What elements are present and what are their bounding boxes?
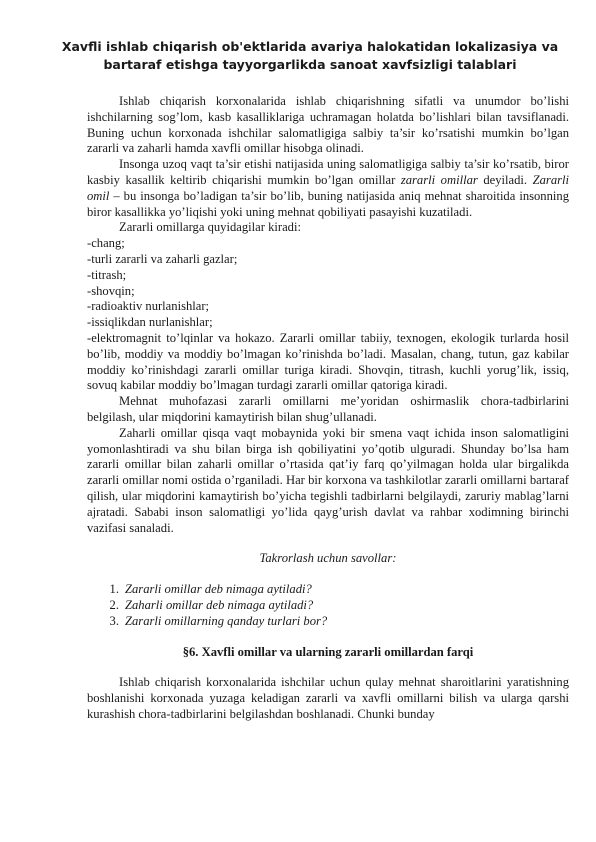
document-title: Xavfli ishlab chiqarish ob'ektlarida avariya halokatidan lokalizasiya va bartaraf etishga tayyorgarlikda sanoat xavfsizligi talablari	[61, 39, 559, 72]
paragraph-factors-intro: Zararli omillarga quyidagilar kiradi:	[119, 220, 301, 235]
question-text: Zaharli omillar deb nimaga aytiladi?	[125, 597, 314, 612]
question-number: 1.	[109, 582, 119, 597]
term-zararli-omillar: zararli omillar	[400, 172, 478, 187]
review-question-list	[87, 582, 569, 629]
factor-list	[87, 236, 569, 394]
question-number: 2.	[109, 597, 119, 612]
paragraph-intro: Ishlab chiqarish korxonalarida ishlab chiqarishning sifatli va unumdor bo’lishi ishchilarning sog’lom, kasb kasalliklariga uchramagan holatda bo’lishlari bilan tavsiflanadi. Buning uchun korxonada ishchilar salomatligiga salbiy ta’sir ko’rsatishi mumkin bo’lgan zararli va zaharli hamda xavfli omillar hisobga olinadi.	[87, 94, 569, 156]
review-question	[87, 598, 569, 614]
definition-text-c: – bu insonga bo’ladigan ta’sir bo’lib, buning natijasida aniq mehnat sharoitida insonning biror kasallikka yo’liqishi yoki uning mehnat qobiliyati pasayishi kuzatiladi.	[87, 188, 569, 219]
paragraph-labor-protection: Mehnat muhofazasi zararli omillarni me’yoridan oshirmaslik chora-tadbirlarini belgilash, ular miqdorini kamaytirish bilan shug’ullanadi.	[87, 394, 569, 424]
document-body	[87, 94, 569, 723]
question-number: 3.	[109, 613, 119, 628]
question-text: Zararli omillar deb nimaga aytiladi?	[125, 582, 312, 597]
definition-text-b: deyiladi.	[477, 172, 533, 187]
review-question	[87, 614, 569, 630]
review-heading: Takrorlash uchun savollar:	[259, 551, 397, 566]
definition-text-a: Insonga uzoq vaqt ta’sir etishi natijasida uning salomatligiga salbiy ta’sir ko’rsatib, biror kasbiy kasallik keltirib chiqarishi mumkin bo’lgan omillar	[87, 157, 569, 187]
review-question	[87, 582, 569, 598]
question-text: Zararli omillarning qanday turlari bor?	[125, 613, 328, 628]
factor-item-last: -elektromagnit to’lqinlar va hokazo. Zararli omillar tabiiy, texnogen, ekologik turlarda hosil bo’lib, moddiy va moddiy bo’lmagan ko’rinishda bo’ladi. Masalan, chang, tutun, gaz kabilar moddiy ko’rinishdagi zararli omillar turiga kiradi. Shovqin, titrash, kuchli yorug’lik, issiq, sovuq kabilar moddiy bo’lmagan turdagi zararli omillar qatoriga kiradi.	[87, 330, 569, 393]
paragraph-toxic-factors: Zaharli omillar qisqa vaqt mobaynida yoki bir smena vaqt ichida inson salomatligini yomonlashtiradi va shu bilan birga ish qobiliyatini yo’qotib ulguradi. Shunday bo’lsa ham zararli omillar bilan zaharli omillar o’rtasida qat’iy farq qo’yilmagan holda ular birgalikda zararli omillar nomi ostida o’rganiladi. Har bir korxona va tashkilotlar zararli omillarni bartaraf qilish, ular miqdorini kamaytirish bo’yicha tegishli tadbirlarni belgilaydi, zaruriy mablag’larni ajratadi. Sababi inson salomatligi yo’lida qayg’urish davlat va rahbar xodimning birinchi vazifasi sanaladi.	[87, 425, 569, 535]
paragraph-section-intro: Ishlab chiqarish korxonalarida ishchilar uchun qulay mehnat sharoitlarini yaratishning boshlanishi korxonada yuzaga keladigan zararli va xavfli omillarni bilish va ularga qarshi kurashish chora-tadbirlarini belgilashdan boshlanadi. Chunki bunday	[87, 675, 569, 721]
factor-item: -radioaktiv nurlanishlar;	[87, 299, 210, 314]
term-zararli-omil: Zararli omil	[87, 172, 570, 203]
factor-item: -titrash;	[87, 267, 127, 282]
factor-item: -turli zararli va zaharli gazlar;	[87, 251, 238, 266]
factor-item: -issiqlikdan nurlanishlar;	[87, 315, 213, 330]
factor-item: -chang;	[87, 236, 125, 251]
section-heading: §6. Xavfli omillar va ularning zararli omillardan farqi	[182, 644, 474, 659]
factor-item: -shovqin;	[87, 283, 135, 298]
paragraph-definition	[87, 157, 569, 220]
